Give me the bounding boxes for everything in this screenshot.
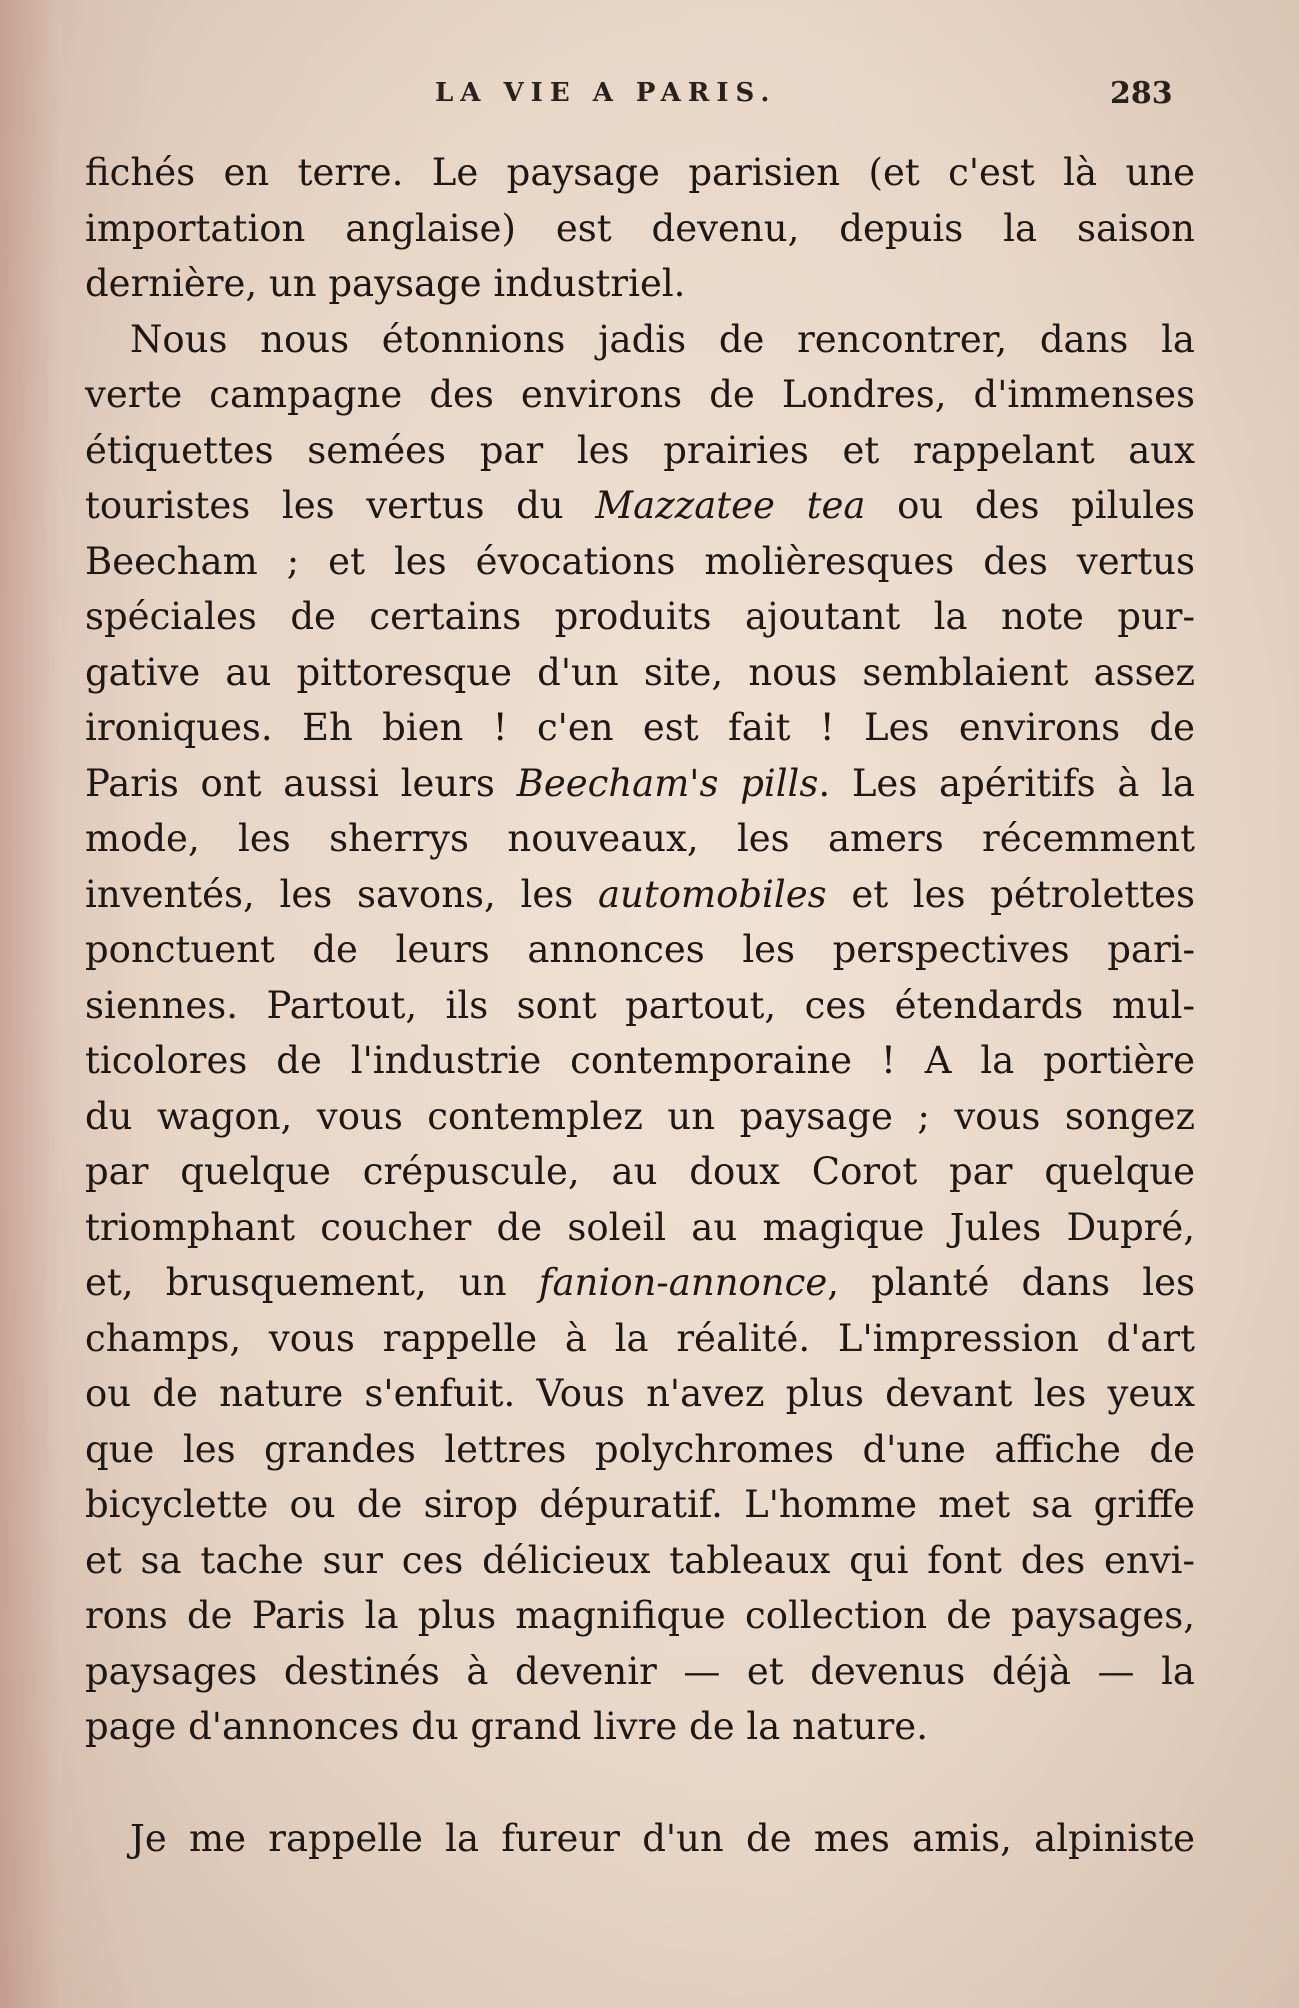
text-run: gative au pittoresque d'un site, nous semblaient assez <box>85 650 1195 694</box>
text-run: spéciales de certains produits ajoutant la note pur- <box>85 595 1195 638</box>
text-run: rons de Paris la plus magnifique collection de paysages, <box>85 1594 1195 1637</box>
text-line <box>85 1644 1195 1700</box>
text-run: triomphant coucher de soleil au magique Jules Dupré, <box>85 1205 1195 1249</box>
paragraph <box>85 145 1195 312</box>
text-line <box>85 145 1195 201</box>
paragraph-gap <box>85 1755 1195 1811</box>
page-edge-shadow <box>0 0 60 2008</box>
text-run: siennes. Partout, ils sont partout, ces étendards mul- <box>85 983 1195 1027</box>
text-line <box>85 1533 1195 1589</box>
text-line <box>85 1255 1195 1311</box>
paragraph <box>85 312 1195 1755</box>
text-run: Beecham ; et les évocations molièresques des vertus <box>85 539 1195 583</box>
text-line <box>85 423 1195 479</box>
italic-text: Mazzatee tea <box>595 484 866 527</box>
text-run: Paris ont aussi leurs <box>85 761 517 805</box>
text-run: Je me rappelle la fureur d'un de mes amis, alpiniste <box>130 1816 1195 1860</box>
text-run: ticolores de l'industrie contemporaine ! A la portière <box>85 1039 1195 1082</box>
text-run: bicyclette ou de sirop dépuratif. L'homme met sa griffe <box>85 1483 1195 1526</box>
text-line <box>85 589 1195 645</box>
text-run: ponctuent de leurs annonces les perspectives pari- <box>85 928 1195 971</box>
text-run: du wagon, vous contemplez un paysage ; vous songez <box>85 1094 1195 1138</box>
text-run: par quelque crépuscule, au doux Corot par quelque <box>85 1150 1195 1193</box>
text-line <box>85 478 1195 534</box>
text-run: ironiques. Eh bien ! c'en est fait ! Les environs de <box>85 706 1195 749</box>
text-line <box>85 1366 1195 1422</box>
body-text <box>85 145 1195 1866</box>
text-run: et, brusquement, un <box>85 1261 539 1304</box>
italic-text: Beecham's pills <box>516 761 819 805</box>
text-line <box>85 256 1195 312</box>
text-run: . Les apéritifs à la <box>818 761 1195 805</box>
text-line <box>85 1588 1195 1644</box>
text-run: mode, les sherrys nouveaux, les amers récemment <box>85 817 1195 860</box>
text-run: page d'annonces du grand livre de la nature. <box>85 1705 928 1748</box>
italic-text: fanion-annonce <box>538 1261 828 1304</box>
text-run: importation anglaise) est devenu, depuis la saison <box>85 206 1195 250</box>
text-line <box>85 1144 1195 1200</box>
text-line <box>85 811 1195 867</box>
text-line <box>85 756 1195 812</box>
text-line <box>85 700 1195 756</box>
text-line <box>85 1311 1195 1367</box>
text-line <box>85 367 1195 423</box>
text-line <box>85 1089 1195 1145</box>
text-line <box>85 1811 1195 1867</box>
text-run: Nous nous étonnions jadis de rencontrer, dans la <box>130 317 1195 361</box>
text-line <box>85 1033 1195 1089</box>
text-run: dernière, un paysage industriel. <box>85 262 686 305</box>
text-line <box>85 1422 1195 1478</box>
italic-text: automobiles <box>597 872 827 916</box>
text-line <box>85 922 1195 978</box>
text-line <box>85 312 1195 368</box>
text-line <box>85 1200 1195 1256</box>
text-run: inventés, les savons, les <box>85 872 598 916</box>
text-run: ou de nature s'enfuit. Vous n'avez plus devant les yeux <box>85 1372 1195 1415</box>
text-line <box>85 867 1195 923</box>
text-run: étiquettes semées par les prairies et rappelant aux <box>85 428 1195 472</box>
text-run: fichés en terre. Le paysage parisien (et c'est là une <box>85 151 1195 194</box>
paragraph <box>85 1811 1195 1867</box>
text-run: paysages destinés à devenir — et devenus déjà — la <box>85 1649 1195 1693</box>
running-head: LA VIE A PARIS. <box>435 78 777 108</box>
text-run: , planté dans les <box>827 1261 1196 1304</box>
text-run: touristes les vertus du <box>85 484 596 527</box>
text-line <box>85 201 1195 257</box>
page-header <box>0 78 1299 118</box>
text-line <box>85 1699 1195 1755</box>
text-run: champs, vous rappelle à la réalité. L'impression d'art <box>85 1316 1195 1360</box>
text-line <box>85 534 1195 590</box>
text-run: et les pétrolettes <box>826 872 1196 916</box>
text-line <box>85 978 1195 1034</box>
text-line <box>85 645 1195 701</box>
text-run: et sa tache sur ces délicieux tableaux qui font des envi- <box>85 1538 1195 1582</box>
text-run: que les grandes lettres polychromes d'une affiche de <box>85 1427 1195 1471</box>
page-number: 283 <box>1110 76 1173 111</box>
text-run: ou des pilules <box>865 484 1195 527</box>
text-run: verte campagne des environs de Londres, d'immenses <box>85 373 1195 416</box>
text-line <box>85 1477 1195 1533</box>
